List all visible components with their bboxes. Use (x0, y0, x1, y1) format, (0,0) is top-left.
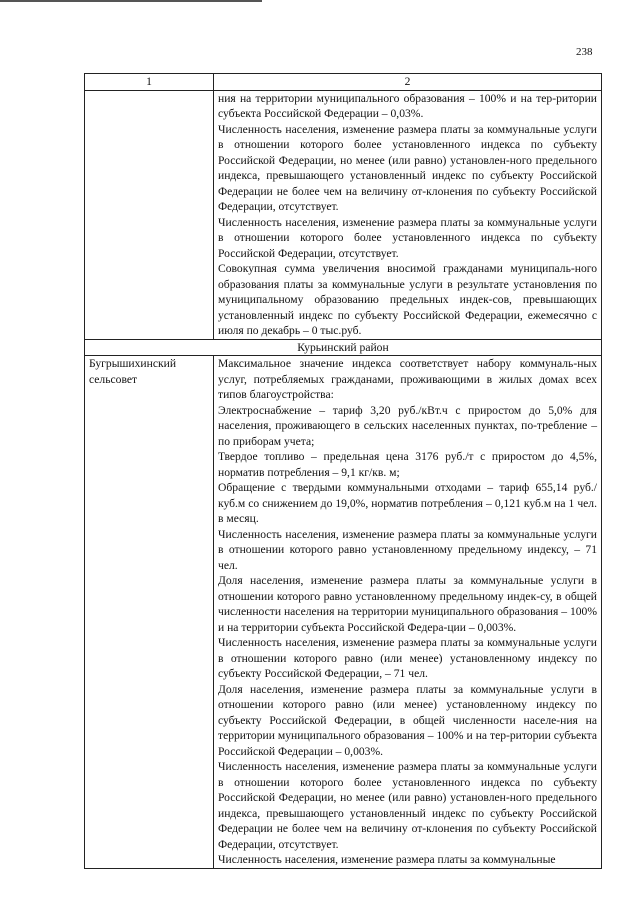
section-row (85, 339, 602, 356)
entity-name-cell (85, 356, 214, 869)
paragraph: Обращение с твердыми коммунальными отходами – тариф 655,14 руб./куб.м со снижением до 19,0%, норматив потребления – 0,121 куб.м на 1 чел. в месяц. (218, 481, 597, 525)
paragraph: Численность населения, изменение размера платы за коммунальные услуги в отношении которого равно (или менее) установленному индексу по субъекту Российской Федерации, – 71 чел. (218, 636, 597, 680)
paragraph: ния на территории муниципального образования – 100% и на тер-ритории субъекта Российской Федерации – 0,03%. (218, 91, 597, 120)
section-title: Курьинский район (85, 339, 602, 356)
paragraph: Доля населения, изменение размера платы за коммунальные услуги в отношении которого равно установленному предельному индек-су, в общей численности населения на территории муниципального образования – 100% и на территории субъекта Российской Федера-ции – 0,003%. (218, 574, 597, 634)
paragraph: Численность населения, изменение размера платы за коммунальные услуги в отношении которого равно установленному предельному индексу, – 71 чел. (218, 527, 597, 572)
header-col-2: 2 (214, 74, 602, 91)
paragraph: Доля населения, изменение размера платы за коммунальные услуги в отношении которого равно (или менее) установленному индексу по субъекту Российской Федерации, в общей численности населе-ния на территории муниципального образования – 100% и на тер-ритории субъекта Российской Федерации – 0,003%. (218, 682, 597, 758)
entity-name: Бугрышихинский сельсовет (89, 357, 177, 386)
document-table (84, 73, 602, 869)
scan-artifact-line (0, 0, 262, 2)
page-number: 238 (576, 46, 593, 58)
header-col-1: 1 (85, 74, 214, 91)
paragraph: Численность населения, изменение размера платы за коммунальные услуги в отношении которого более установленного индекса по субъекту Российской Федерации, но менее (или равно) установлен-ного предельного индекса, превышающего установленный индекс по субъекту Российской Федерации не более чем на величину от-клонения по субъекту Российской Федерации, отсутствует. (218, 760, 597, 851)
continued-text-cell (214, 90, 602, 339)
paragraph: Численность населения, изменение размера платы за коммунальные услуги в отношении которого более установленного индекса по субъекту Российской Федерации, отсутствует. (218, 215, 597, 260)
table-header-row (85, 74, 602, 91)
table-row (85, 356, 602, 869)
table-row (85, 90, 602, 339)
paragraph: Численность населения, изменение размера платы за коммунальные (218, 853, 556, 866)
entity-text-cell (214, 356, 602, 869)
paragraph: Численность населения, изменение размера платы за коммунальные услуги в отношении которого более установленного индекса по субъекту Российской Федерации, но менее (или равно) установлен-ного предельного индекса, превышающего установленный индекс по субъекту Российской Федерации не более чем на величину от-клонения по субъекту Российской Федерации, отсутствует. (218, 122, 597, 213)
empty-cell (85, 90, 214, 339)
paragraph: Электроснабжение – тариф 3,20 руб./кВт.ч с приростом до 5,0% для населения, проживающего в сельских населенных пунктах, по-требление – по приборам учета; (218, 403, 597, 448)
paragraph: Совокупная сумма увеличения вносимой гражданами муниципаль-ного образования платы за коммунальные услуги в результате установления по муниципальному образованию предельных индек-сов, превышающих установленный индекс по субъекту Российской Федерации, ежемесячно с июля по декабрь – 0 тыс.руб. (218, 262, 597, 337)
paragraph: Твердое топливо – предельная цена 3176 руб./т с приростом до 4,5%, норматив потребления – 9,1 кг/кв. м; (218, 450, 597, 479)
paragraph: Максимальное значение индекса соответствует набору коммуналь-ных услуг, потребляемых гражданами, проживающими в жилых домах всех типов благоустройства: (218, 357, 597, 401)
